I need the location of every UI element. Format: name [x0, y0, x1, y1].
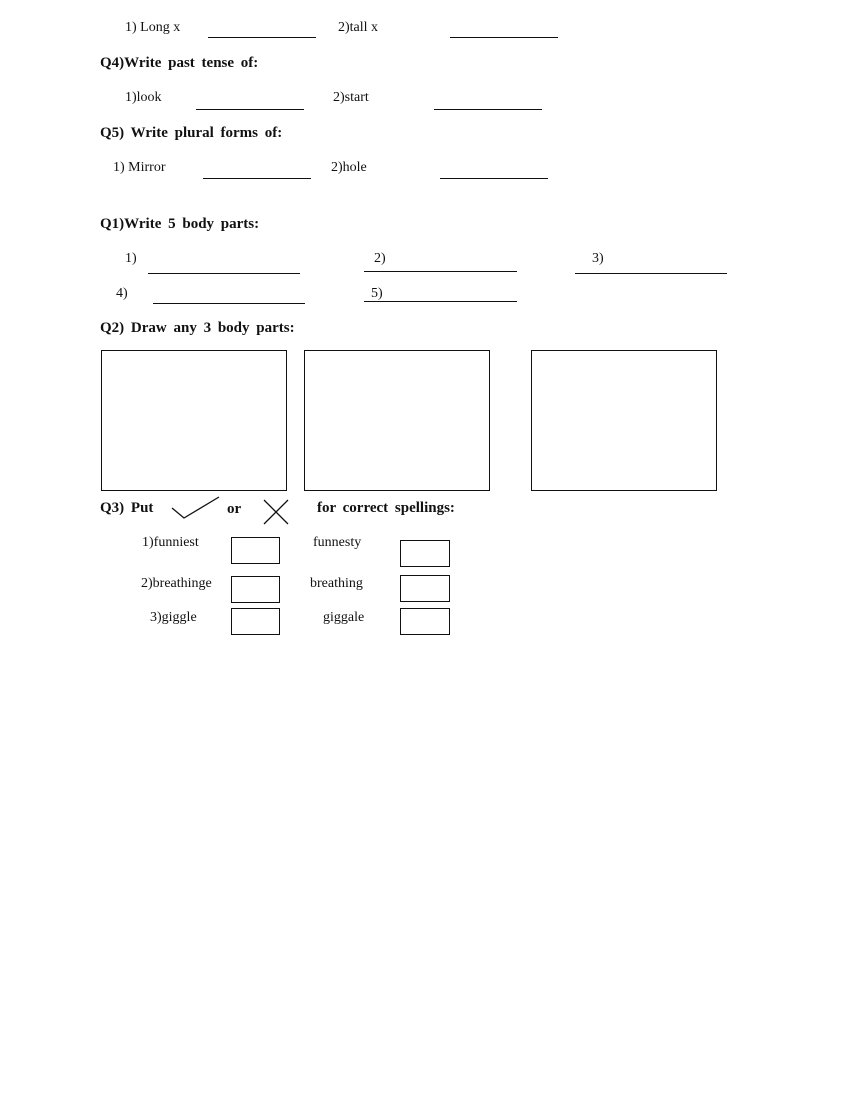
q3-row-2-right-checkbox[interactable] [400, 575, 450, 602]
comparative-item-2-answer-line[interactable] [450, 37, 558, 38]
q3-heading-end: for correct spellings: [317, 500, 455, 516]
q1-heading: Q1)Write 5 body parts: [100, 216, 260, 232]
q1-item-1-answer-line[interactable] [148, 273, 300, 274]
comparative-item-2-label: 2)tall x [338, 20, 379, 35]
q1-item-2-answer-line[interactable] [364, 271, 517, 272]
q3-heading-start: Q3) Put [100, 500, 154, 516]
q1-item-4-label: 4) [116, 286, 128, 301]
q1-item-1-label: 1) [125, 251, 137, 266]
q4-item-2-answer-line[interactable] [434, 109, 542, 110]
q3-row-1-left-checkbox[interactable] [231, 537, 280, 564]
q3-row-1-right-checkbox[interactable] [400, 540, 450, 567]
q5-item-2-answer-line[interactable] [440, 178, 548, 179]
q1-item-3-answer-line[interactable] [575, 273, 727, 274]
q1-item-3-label: 3) [592, 251, 604, 266]
q3-row-2-left-word: 2)breathinge [141, 576, 212, 591]
q5-item-2-label: 2)hole [331, 160, 367, 175]
q1-item-4-answer-line[interactable] [153, 303, 305, 304]
q5-heading: Q5) Write plural forms of: [100, 125, 283, 141]
q5-item-1-label: 1) Mirror [113, 160, 166, 175]
q2-drawing-box-2[interactable] [304, 350, 490, 491]
q3-row-1-right-word: funnesty [313, 535, 362, 550]
q5-item-1-answer-line[interactable] [203, 178, 311, 179]
q3-row-1-left-word: 1)funniest [142, 535, 199, 550]
q4-item-1-label: 1)look [125, 90, 162, 105]
q4-item-1-answer-line[interactable] [196, 109, 304, 110]
q3-row-2-right-word: breathing [310, 576, 363, 591]
tick-icon [170, 494, 222, 522]
q1-item-5-label: 5) [371, 286, 383, 301]
q3-row-3-left-word: 3)giggle [150, 610, 197, 625]
cross-icon [262, 498, 290, 526]
q2-drawing-box-1[interactable] [101, 350, 287, 491]
q3-heading-or: or [227, 501, 242, 517]
q4-heading: Q4)Write past tense of: [100, 55, 259, 71]
q2-drawing-box-3[interactable] [531, 350, 717, 491]
q1-item-5-answer-line[interactable] [364, 301, 517, 302]
q3-row-3-right-checkbox[interactable] [400, 608, 450, 635]
q3-row-3-left-checkbox[interactable] [231, 608, 280, 635]
q3-row-3-right-word: giggale [323, 610, 365, 625]
comparative-item-1-answer-line[interactable] [208, 37, 316, 38]
q2-heading: Q2) Draw any 3 body parts: [100, 320, 295, 336]
q1-item-2-label: 2) [374, 251, 386, 266]
q4-item-2-label: 2)start [333, 90, 369, 105]
comparative-item-1-label: 1) Long x [125, 20, 181, 35]
q3-row-2-left-checkbox[interactable] [231, 576, 280, 603]
